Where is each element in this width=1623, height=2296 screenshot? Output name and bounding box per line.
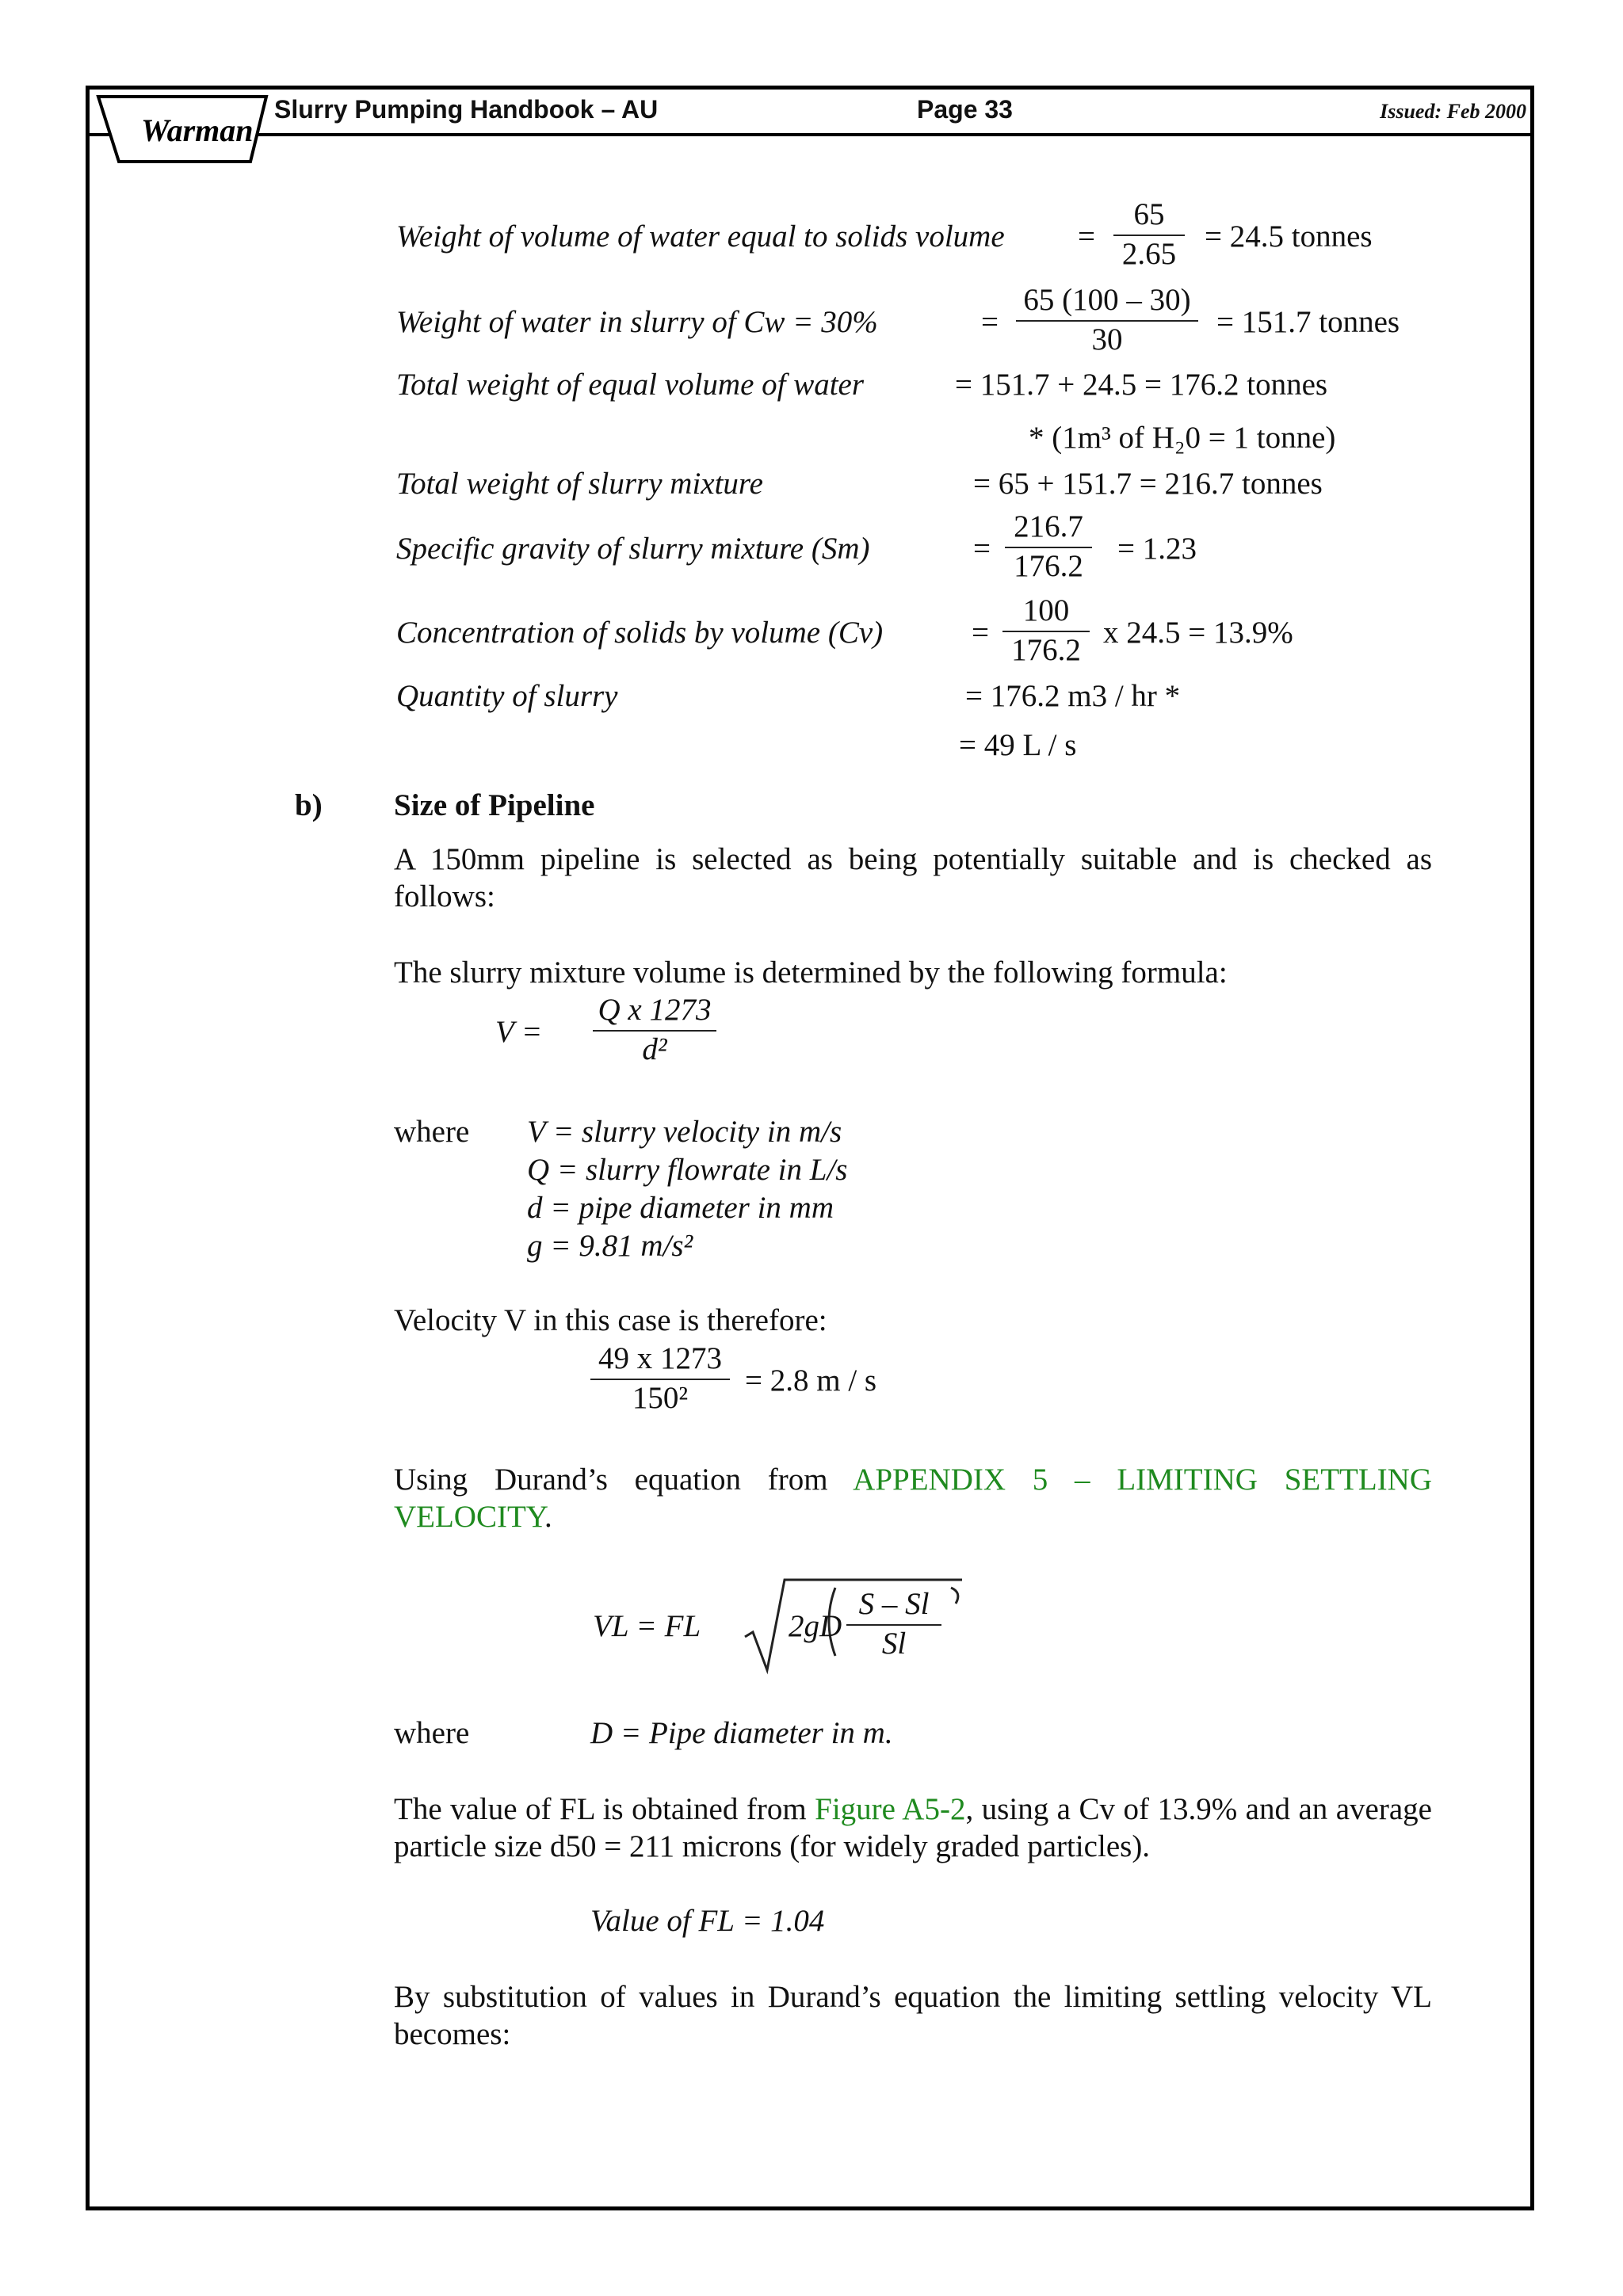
calc-row6-eq: = xyxy=(972,616,989,650)
calc-row6-num: 100 xyxy=(1002,593,1090,632)
calc-row5-label: Specific gravity of slurry mixture (Sm) xyxy=(396,532,870,566)
svg-text:Warman: Warman xyxy=(141,113,254,148)
header-issued: Issued: Feb 2000 xyxy=(1380,100,1526,123)
warman-logo xyxy=(95,93,269,170)
calc-row4-result: = 65 + 151.7 = 216.7 tonnes xyxy=(973,467,1323,501)
calc-row7-label: Quantity of slurry xyxy=(396,679,618,713)
para4-prefix: Using Durand’s equation from xyxy=(394,1463,854,1497)
durand-inner: 2gD xyxy=(789,1609,842,1643)
calc-row5-eq: = xyxy=(973,532,991,566)
calc-row1-fraction xyxy=(1113,196,1185,273)
section-b-para2: The slurry mixture volume is determined by the following formula: xyxy=(394,955,1228,990)
calc-row6-label: Concentration of solids by volume (Cv) xyxy=(396,616,884,650)
durand-fraction xyxy=(846,1586,941,1662)
where-item-2: Q = slurry flowrate in L/s xyxy=(527,1153,848,1187)
where-item-4: g = 9.81 m/s² xyxy=(527,1229,693,1263)
section-b-para3: Velocity V in this case is therefore: xyxy=(394,1303,827,1337)
velocity-num: 49 x 1273 xyxy=(590,1341,730,1380)
calc-row1-label: Weight of volume of water equal to solids volume xyxy=(396,219,1005,254)
para5-prefix: The value of FL is obtained from xyxy=(394,1792,815,1826)
section-b-marker: b) xyxy=(295,788,323,822)
section-b-para1: A 150mm pipeline is selected as being potentially suitable and is checked as follows: xyxy=(394,842,1432,913)
where-label: where xyxy=(394,1115,470,1149)
calc-row8-result: = 49 L / s xyxy=(959,728,1077,762)
fl-value: Value of FL = 1.04 xyxy=(590,1904,825,1938)
header-page: Page 33 xyxy=(917,95,1013,124)
calc-row1-num: 65 xyxy=(1113,196,1185,236)
calc-row2-fraction xyxy=(1016,282,1198,358)
calc-row3-result: = 151.7 + 24.5 = 176.2 tonnes xyxy=(955,368,1328,402)
formula-num: Q x 1273 xyxy=(593,992,716,1032)
calc-row6-den: 176.2 xyxy=(1011,633,1081,667)
calc-row2-num: 65 (100 – 30) xyxy=(1016,282,1198,322)
where2-text: D = Pipe diameter in m. xyxy=(590,1716,893,1750)
calc-row2-result: = 151.7 tonnes xyxy=(1216,305,1400,339)
calc-row1-eq: = xyxy=(1078,219,1095,254)
durand-num: S – Sl xyxy=(846,1586,941,1626)
velocity-den: 150² xyxy=(632,1381,689,1415)
figure-a5-2-link[interactable]: Figure A5-2 xyxy=(815,1792,966,1826)
durand-den: Sl xyxy=(881,1627,907,1661)
calc-row3-note: * (1m³ of H₂0 = 1 tonne) xyxy=(1029,421,1336,455)
section-b-para6: By substitution of values in Durand’s equation the limiting settling velocity VL becomes: xyxy=(394,1980,1432,2051)
header-title: Slurry Pumping Handbook – AU xyxy=(274,95,659,124)
calc-row5-num: 216.7 xyxy=(1005,509,1092,548)
calc-row4-label: Total weight of slurry mixture xyxy=(396,467,763,501)
para4-suffix: . xyxy=(544,1500,552,1534)
formula-fraction xyxy=(593,992,716,1068)
where-item-1: V = slurry velocity in m/s xyxy=(527,1115,842,1149)
appendix-5-link[interactable]: APPENDIX 5 – LIMITING SETTLING VELOCITY xyxy=(394,1463,1432,1534)
calc-row2-label: Weight of water in slurry of Cw = 30% xyxy=(396,305,878,339)
calc-row3-label: Total weight of equal volume of water xyxy=(396,368,865,402)
section-b-para5 xyxy=(394,1791,1432,1865)
calc-row5-den: 176.2 xyxy=(1014,549,1083,583)
calc-row6-result: x 24.5 = 13.9% xyxy=(1103,616,1293,650)
where2-label: where xyxy=(394,1716,470,1750)
para5-suffix: , using a Cv of 13.9% and an average particle size d50 = 211 microns (for widely graded particles). xyxy=(394,1792,1432,1863)
calc-row6-fraction xyxy=(1002,593,1090,669)
section-b-para4 xyxy=(394,1461,1432,1535)
where-item-3: d = pipe diameter in mm xyxy=(527,1191,834,1225)
calc-row5-result: = 1.23 xyxy=(1117,532,1197,566)
section-b-heading: Size of Pipeline xyxy=(394,788,595,822)
formula-lhs: V = xyxy=(495,1015,543,1049)
header-rule xyxy=(90,133,1533,136)
calc-row2-eq: = xyxy=(981,305,999,339)
durand-lhs: VL = FL xyxy=(593,1609,701,1643)
calc-row2-den: 30 xyxy=(1091,322,1123,357)
calc-row5-fraction xyxy=(1005,509,1092,585)
calc-row1-den: 2.65 xyxy=(1121,237,1177,271)
calc-row1-result: = 24.5 tonnes xyxy=(1205,219,1373,254)
formula-den: d² xyxy=(642,1032,667,1066)
velocity-result: = 2.8 m / s xyxy=(745,1363,877,1398)
calc-row7-result: = 176.2 m3 / hr * xyxy=(965,679,1181,713)
velocity-fraction xyxy=(590,1341,730,1417)
